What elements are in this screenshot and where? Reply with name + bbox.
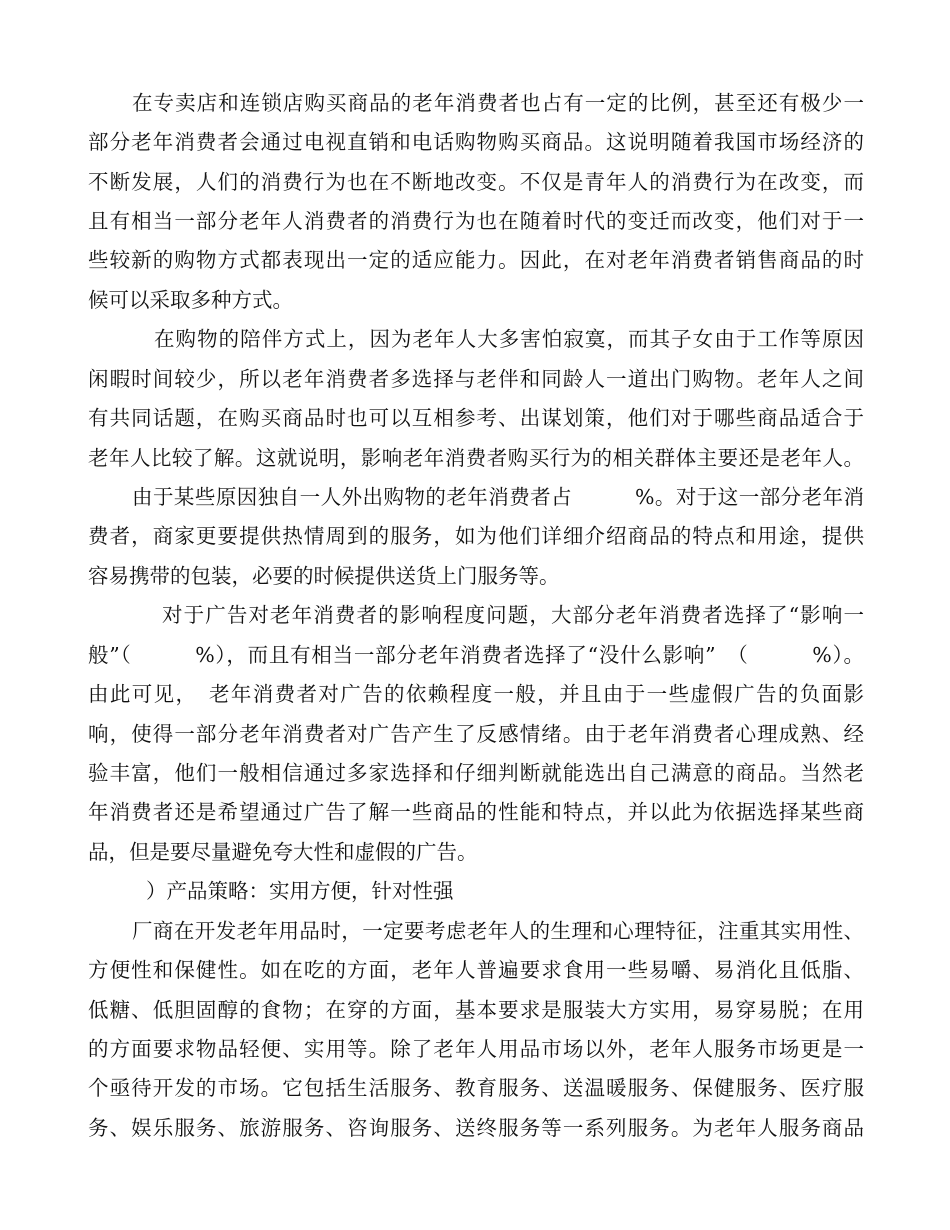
text-line: 厂商在开发老年用品时，一定要考虑老年人的生理和心理特征，注重其实用性、 bbox=[132, 919, 864, 943]
text-line: 且有相当一部分老年人消费者的消费行为也在随着时代的变迁而改变，他们对于一 bbox=[88, 209, 864, 233]
text-line: 低糖、低胆固醇的食物；在穿的方面，基本要求是服装大方实用，易穿易脱；在用 bbox=[88, 998, 864, 1022]
text-line: 在专卖店和连锁店购买商品的老年消费者也占有一定的比例，甚至还有极少一 bbox=[132, 91, 864, 115]
text-line: 部分老年消费者会通过电视直销和电话购物购买商品。这说明随着我国市场经济的 bbox=[88, 130, 864, 154]
text-line: 由此可见， 老年消费者对广告的依赖程度一般，并且由于一些虚假广告的负面影 bbox=[88, 682, 864, 706]
text-line: 验丰富，他们一般相信通过多家选择和仔细判断就能选出自己满意的商品。当然老 bbox=[88, 761, 864, 785]
text-line: 品，但是要尽量避免夸大性和虚假的广告。 bbox=[88, 840, 478, 864]
text-line: 闲暇时间较少，所以老年消费者多选择与老伴和同龄人一道出门购物。老年人之间 bbox=[88, 367, 864, 391]
text-line: 年消费者还是希望通过广告了解一些商品的性能和特点，并以此为依据选择某些商 bbox=[88, 800, 864, 824]
text-line: 容易携带的包装，必要的时候提供送货上门服务等。 bbox=[88, 564, 560, 588]
text-line: 候可以采取多种方式。 bbox=[88, 288, 293, 312]
text-line: 的方面要求物品轻便、实用等。除了老年人用品市场以外，老年人服务市场更是一 bbox=[88, 1037, 864, 1061]
text-line: 响，使得一部分老年消费者对广告产生了反感情绪。由于老年消费者心理成熟、经 bbox=[88, 722, 864, 746]
text-line: 方便性和保健性。如在吃的方面，老年人普遍要求食用一些易嚼、易消化且低脂、 bbox=[88, 958, 864, 982]
text-line: 般”（ %），而且有相当一部分老年消费者选择了“没什么影响” （ %）。 bbox=[88, 643, 864, 667]
section-heading: ）产品策略：实用方便，针对性强 bbox=[146, 879, 454, 903]
text-line: 由于某些原因独自一人外出购物的老年消费者占 %。对于这一部分老年消 bbox=[132, 485, 864, 509]
text-line: 务、娱乐服务、旅游服务、咨询服务、送终服务等一系列服务。为老年人服务商品 bbox=[88, 1116, 864, 1140]
text-line: 费者，商家更要提供热情周到的服务，如为他们详细介绍商品的特点和用途，提供 bbox=[88, 524, 864, 548]
text-line: 对于广告对老年消费者的影响程度问题，大部分老年消费者选择了“影响一 bbox=[162, 603, 864, 627]
text-line: 在购物的陪伴方式上，因为老年人大多害怕寂寞，而其子女由于工作等原因 bbox=[154, 327, 864, 351]
text-line: 个亟待开发的市场。它包括生活服务、教育服务、送温暖服务、保健服务、医疗服 bbox=[88, 1076, 864, 1100]
text-line: 有共同话题，在购买商品时也可以互相参考、出谋划策，他们对于哪些商品适合于 bbox=[88, 406, 864, 430]
text-line: 老年人比较了解。这就说明，影响老年消费者购买行为的相关群体主要还是老年人。 bbox=[88, 446, 864, 470]
text-line: 不断发展，人们的消费行为也在不断地改变。不仅是青年人的消费行为在改变，而 bbox=[88, 170, 864, 194]
text-line: 些较新的购物方式都表现出一定的适应能力。因此，在对老年消费者销售商品的时 bbox=[88, 248, 864, 272]
